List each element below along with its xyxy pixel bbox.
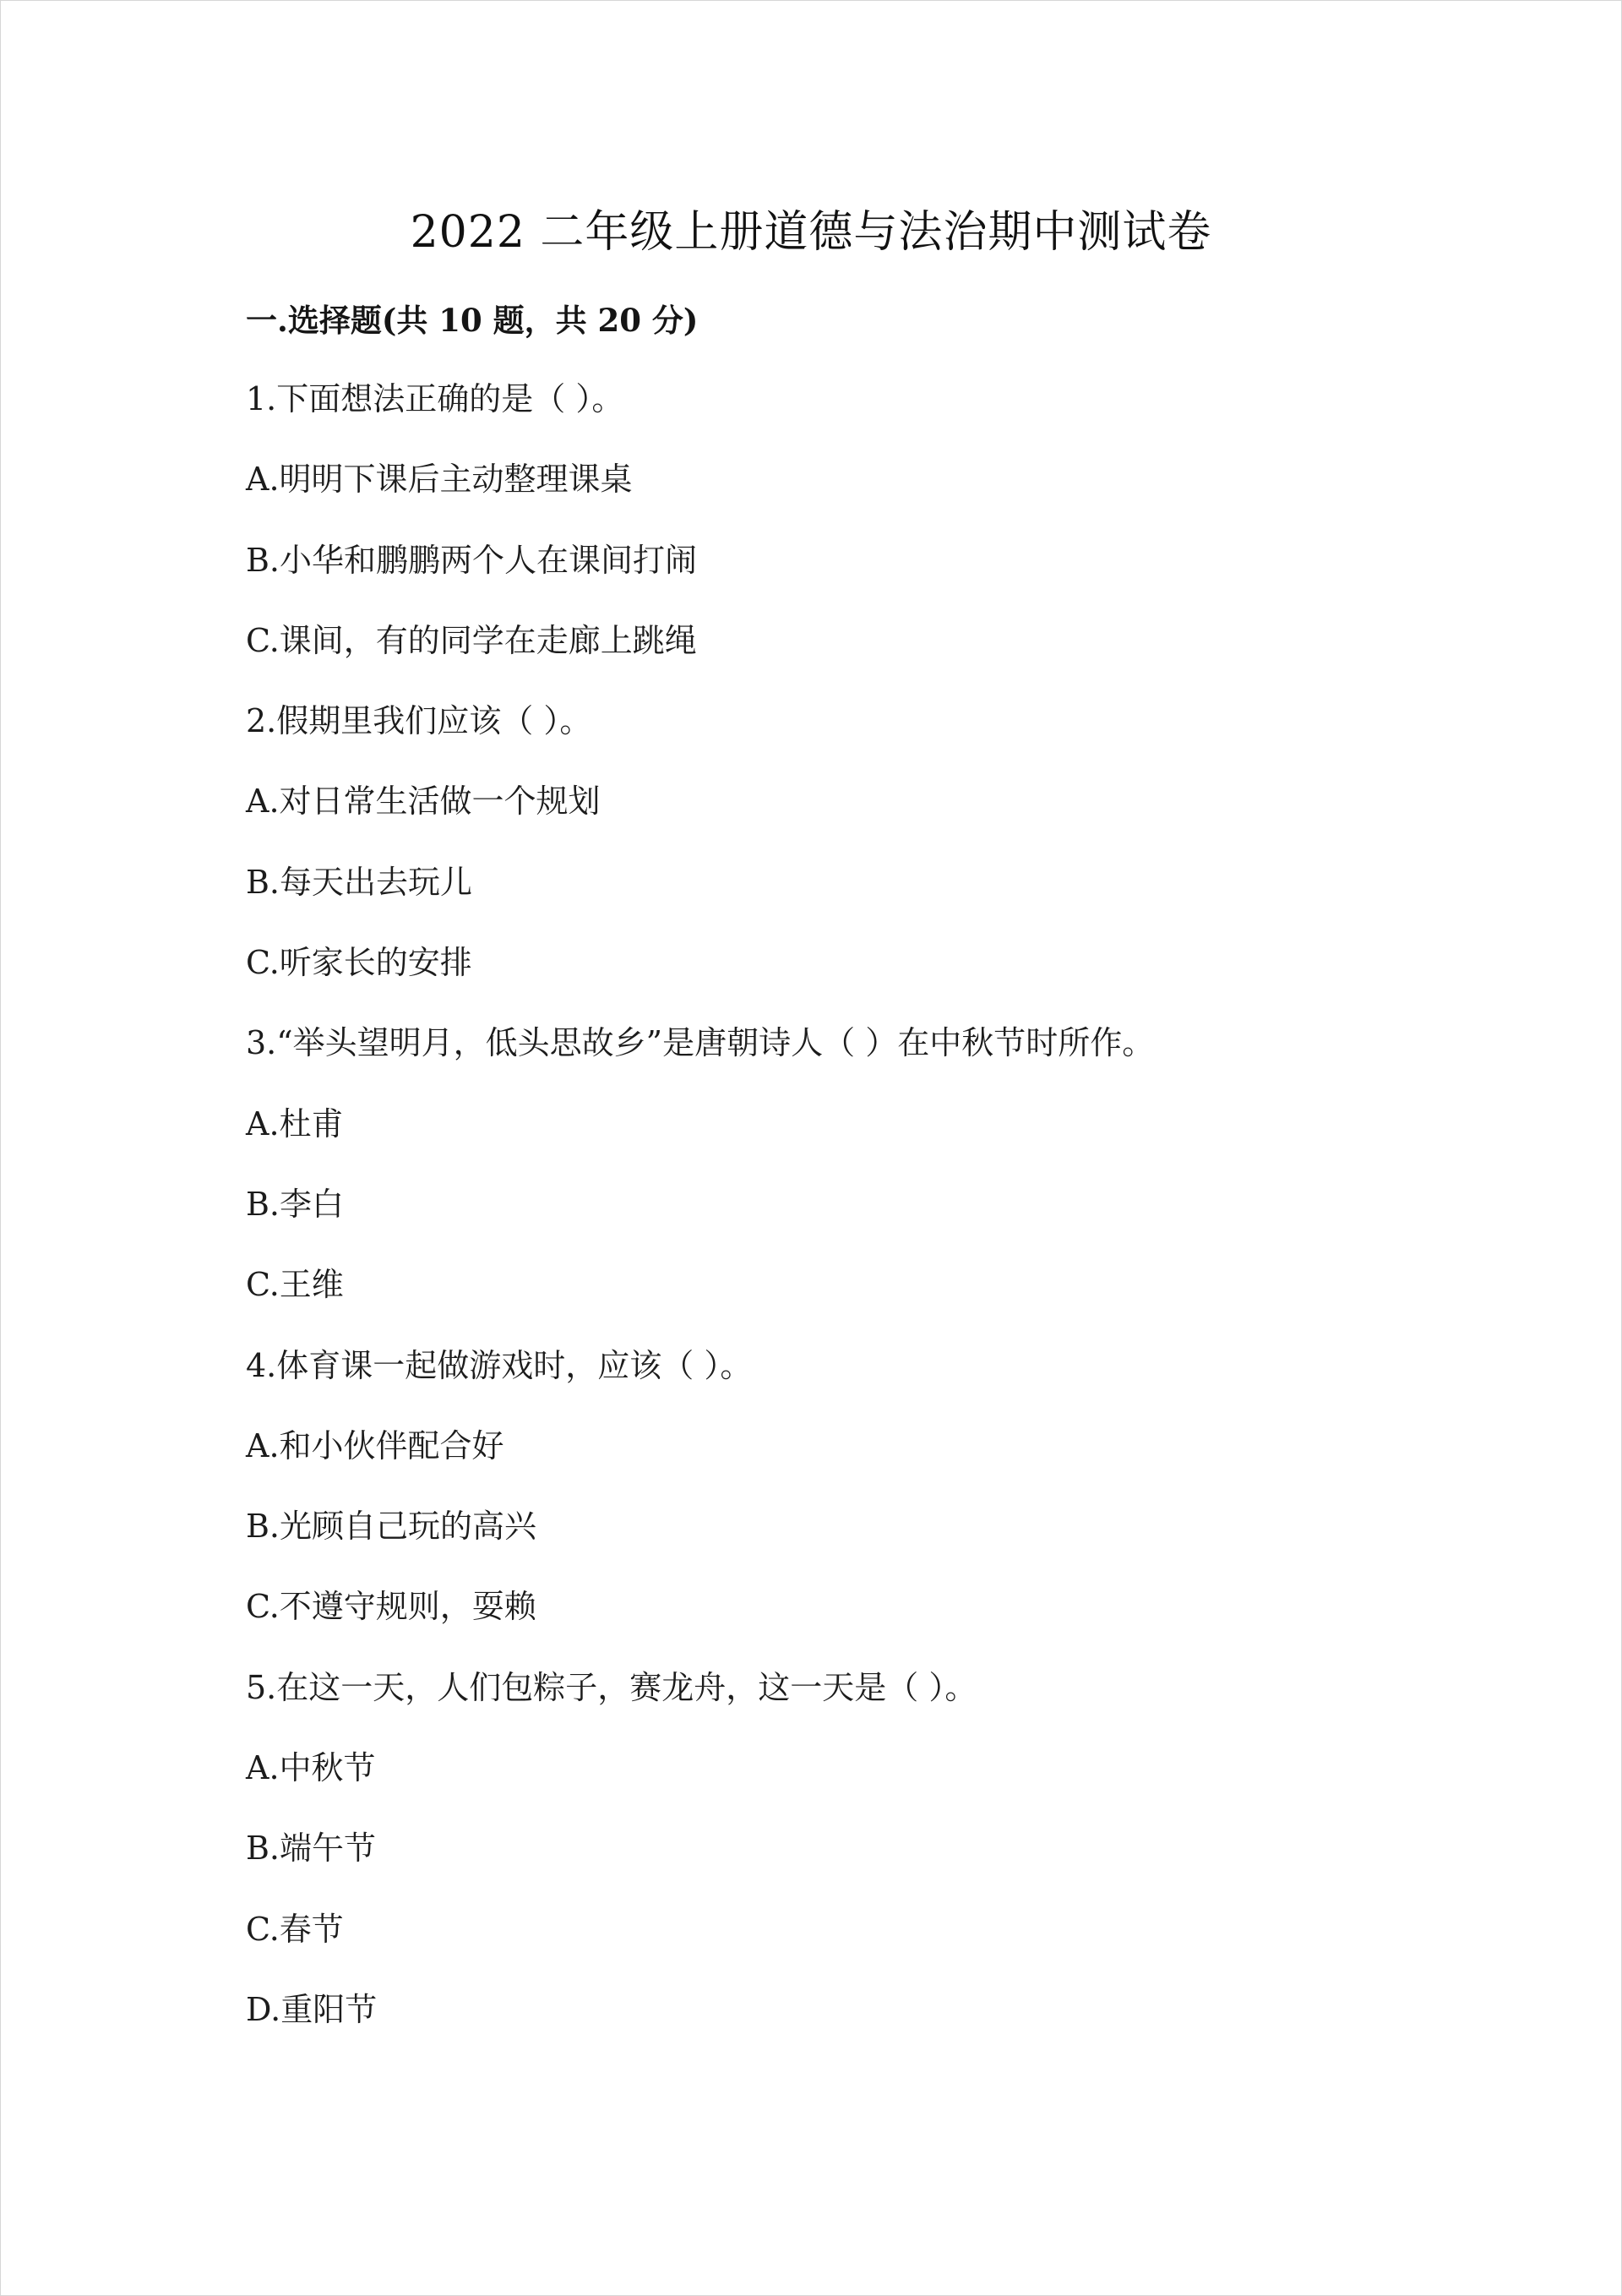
option-text: C.王维 bbox=[246, 1266, 344, 1304]
answer-option bbox=[246, 455, 1513, 536]
answer-option bbox=[246, 1422, 1513, 1502]
answer-option bbox=[246, 1502, 1513, 1583]
answer-option bbox=[246, 1261, 1513, 1341]
question-stem bbox=[246, 1342, 1513, 1422]
answer-option bbox=[246, 777, 1513, 858]
question-stem bbox=[246, 1019, 1513, 1099]
answer-option bbox=[246, 1906, 1513, 1986]
question-stem bbox=[246, 375, 1513, 455]
option-text: C.春节 bbox=[246, 1910, 344, 1948]
answer-option bbox=[246, 1100, 1513, 1181]
answer-option bbox=[246, 537, 1513, 617]
question-text: 4.体育课一起做游戏时，应该（ ）。 bbox=[246, 1346, 753, 1384]
option-text: B.光顾自己玩的高兴 bbox=[246, 1508, 537, 1546]
question-stem bbox=[246, 1664, 1513, 1744]
answer-option bbox=[246, 1583, 1513, 1663]
option-text: C.不遵守规则，耍赖 bbox=[246, 1588, 536, 1626]
document-title: 2022 二年级上册道德与法治期中测试卷 bbox=[410, 207, 1212, 258]
answer-option bbox=[246, 1744, 1513, 1824]
answer-option bbox=[246, 859, 1513, 939]
option-text: A.对日常生活做一个规划 bbox=[246, 783, 601, 821]
section-heading: 一.选择题(共 10 题，共 20 分) bbox=[246, 302, 699, 339]
question-text: 1.下面想法正确的是（ ）。 bbox=[246, 380, 624, 417]
option-text: D.重阳节 bbox=[246, 1990, 378, 2028]
option-text: A.明明下课后主动整理课桌 bbox=[246, 461, 633, 499]
answer-option bbox=[246, 617, 1513, 697]
option-text: B.端午节 bbox=[246, 1830, 377, 1868]
question-text: 2.假期里我们应该（ ）。 bbox=[246, 702, 592, 740]
option-text: C.听家长的安排 bbox=[246, 944, 472, 982]
answer-option bbox=[246, 1986, 1513, 2066]
option-text: A.杜甫 bbox=[246, 1104, 344, 1143]
question-list bbox=[246, 375, 1513, 2066]
question-text: 5.在这一天，人们包粽子，赛龙舟，这一天是（ ）。 bbox=[246, 1668, 977, 1706]
option-text: A.和小伙伴配合好 bbox=[246, 1426, 504, 1464]
question-text: 3.“举头望明月，低头思故乡”是唐朝诗人（ ）在中秋节时所作。 bbox=[246, 1024, 1155, 1062]
option-text: A.中秋节 bbox=[246, 1749, 376, 1787]
option-text: B.李白 bbox=[246, 1185, 345, 1223]
option-text: B.每天出去玩儿 bbox=[246, 863, 473, 901]
option-text: C.课间，有的同学在走廊上跳绳 bbox=[246, 621, 697, 659]
answer-option bbox=[246, 939, 1513, 1019]
answer-option bbox=[246, 1181, 1513, 1261]
answer-option bbox=[246, 1824, 1513, 1905]
question-stem bbox=[246, 697, 1513, 777]
option-text: B.小华和鹏鹏两个人在课间打闹 bbox=[246, 541, 698, 579]
